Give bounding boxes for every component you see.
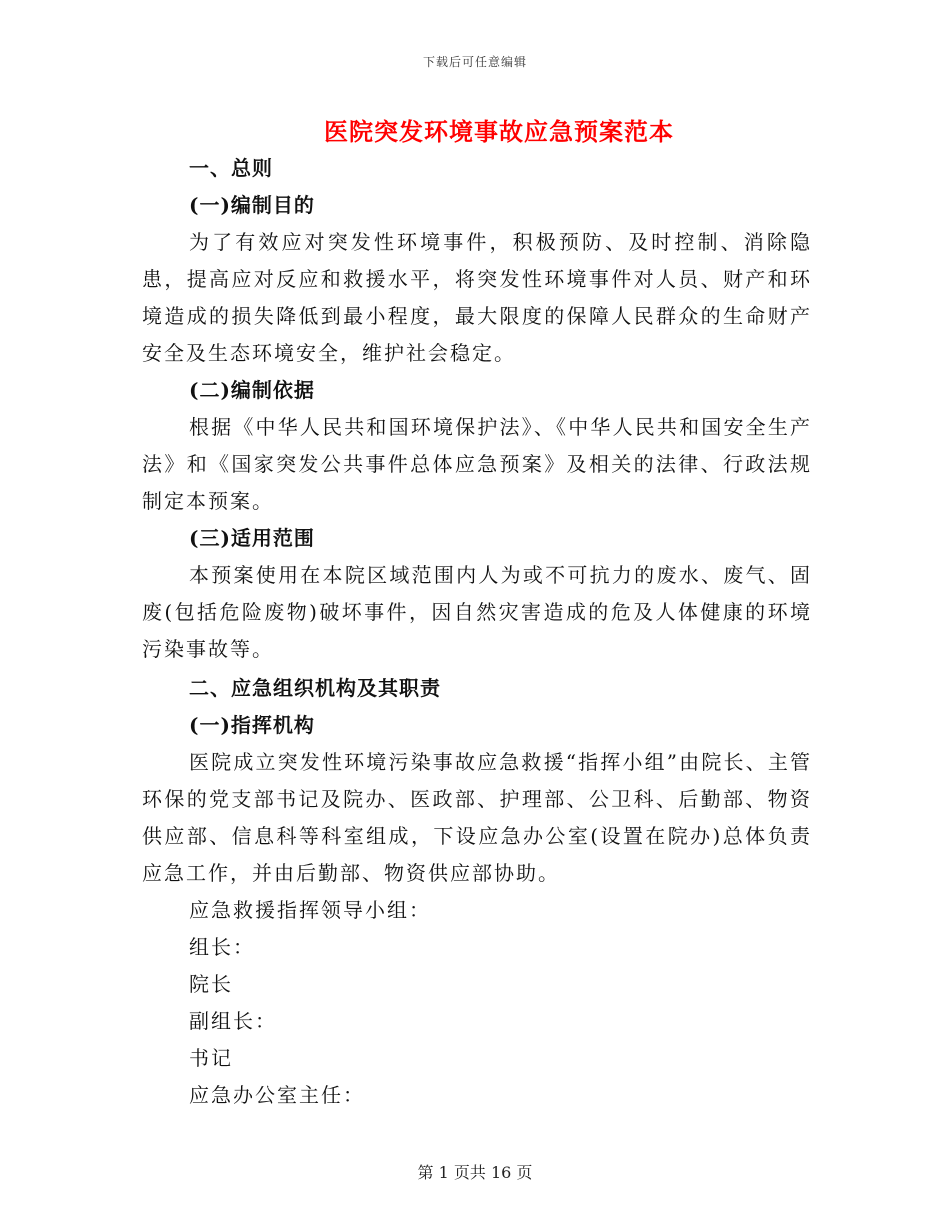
header-note: 下载后可任意编辑 bbox=[422, 55, 527, 69]
list-line: 应急救援指挥领导小组： bbox=[189, 898, 431, 922]
subsection-heading-basis: (二)编制依据 bbox=[189, 378, 315, 402]
paragraph-command: 医院成立突发性环境污染事故应急救援“指挥小组”由院长、主管环保的党支部书记及院办、医政部、护理部、公卫科、后勤部、物资供应部、信息科等科室组成，下设应急办公室(设置在院办)总体负责应急工作，并由后勤部、物资供应部协助。 bbox=[142, 750, 812, 885]
list-line: 副组长： bbox=[189, 1009, 277, 1033]
subsection-heading-command: (一)指挥机构 bbox=[189, 713, 315, 737]
subsection-heading-purpose: (一)编制目的 bbox=[189, 193, 315, 217]
section-heading-general: 一、总则 bbox=[189, 156, 273, 180]
page-footer: 第 1 页共 16 页 bbox=[417, 1163, 533, 1182]
list-line: 组长： bbox=[189, 935, 255, 959]
document-body bbox=[142, 150, 812, 1114]
subsection-heading-scope: (三)适用范围 bbox=[189, 526, 315, 550]
document-title: 医院突发环境事故应急预案范本 bbox=[324, 117, 674, 146]
paragraph-basis: 根据《中华人民共和国环境保护法》、《中华人民共和国安全生产法》和《国家突发公共事件总体应急预案》及相关的法律、行政法规制定本预案。 bbox=[142, 415, 812, 513]
section-heading-organization: 二、应急组织机构及其职责 bbox=[189, 676, 441, 700]
list-line: 应急办公室主任： bbox=[189, 1083, 365, 1107]
paragraph-scope: 本预案使用在本院区域范围内人为或不可抗力的废水、废气、固废(包括危险废物)破坏事件，因自然灾害造成的危及人体健康的环境污染事故等。 bbox=[142, 563, 812, 661]
list-line: 书记 bbox=[189, 1046, 233, 1070]
list-line: 院长 bbox=[189, 972, 233, 996]
paragraph-purpose: 为了有效应对突发性环境事件，积极预防、及时控制、消除隐患，提高应对反应和救援水平，将突发性环境事件对人员、财产和环境造成的损失降低到最小程度，最大限度的保障人民群众的生命财产安全及生态环境安全，维护社会稳定。 bbox=[142, 230, 812, 365]
